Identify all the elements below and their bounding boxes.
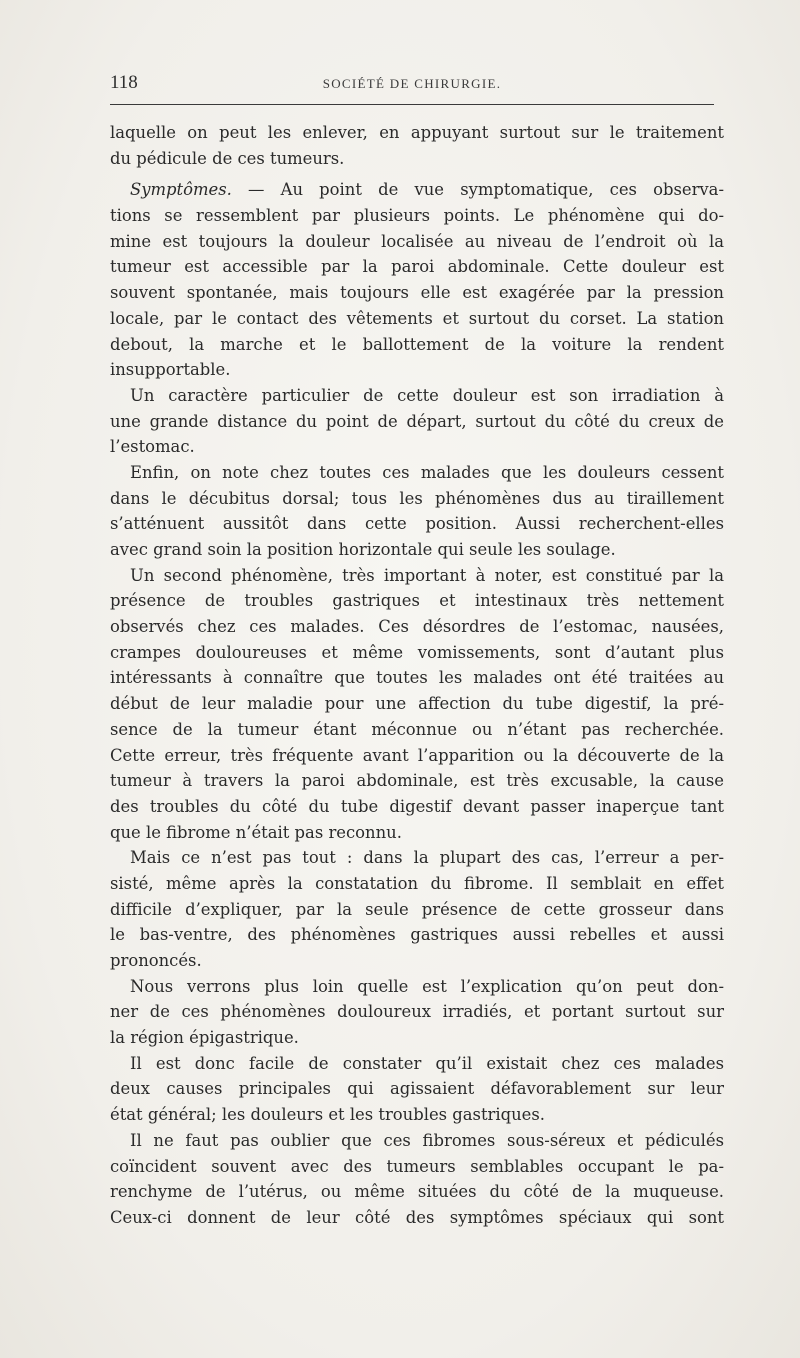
text-line: tumeur est accessible par la paroi abdominale. Cette douleur est — [110, 257, 724, 277]
body-text — [110, 120, 724, 1231]
text-line: s’atténuent aussitôt dans cette position. Aussi recherchent-elles — [110, 514, 724, 534]
text-line: du pédicule de ces tumeurs. — [110, 148, 345, 168]
section-heading-symptomes: Symptômes. — [130, 180, 232, 200]
text-line: Ceux-ci donnent de leur côté des symptômes spéciaux qui sont — [110, 1207, 724, 1227]
text-line: difficile d’expliquer, par la seule présence de cette grosseur dans — [110, 899, 724, 919]
text-line: avec grand soin la position horizontale qui seule les soulage. — [110, 540, 616, 559]
page-number: 118 — [110, 72, 138, 93]
text-line: état général; les douleurs et les troubles gastriques. — [110, 1105, 545, 1125]
text-line: Cette erreur, très fréquente avant l’apparition ou la découverte de la — [110, 745, 724, 765]
text-line: sisté, même après la constatation du fibrome. Il semblait en effet — [110, 873, 724, 893]
text-line: que le fibrome n’était pas reconnu. — [110, 822, 402, 842]
text-line: le bas-ventre, des phénomènes gastriques aussi rebelles et aussi — [110, 925, 724, 945]
text-line: renchyme de l’utérus, ou même situées du côté de la muqueuse. — [110, 1182, 724, 1202]
text-line: l’estomac. — [110, 437, 195, 457]
text-line-rest: — Au point de vue symptomatique, ces observa- — [231, 180, 724, 200]
text-line: la région épigastrique. — [110, 1028, 299, 1048]
text-line: Enfin, on note chez toutes ces malades que les douleurs cessent — [130, 462, 724, 482]
text-line: Il ne faut pas oublier que ces fibromes sous-séreux et pédiculés — [130, 1130, 724, 1150]
text-line: tumeur à travers la paroi abdominale, est très excusable, la cause — [110, 771, 724, 791]
text-line: Un second phénomène, très important à noter, est constitué par la — [130, 565, 724, 585]
text-line: intéressants à connaître que toutes les malades ont été traitées au — [110, 668, 724, 688]
text-line: coïncident souvent avec des tumeurs semblables occupant le pa- — [110, 1156, 724, 1176]
text-line: une grande distance du point de départ, surtout du côté du creux de — [110, 411, 724, 431]
text-line: dans le décubitus dorsal; tous les phénomènes dus au tiraillement — [110, 488, 724, 508]
text-line: des troubles du côté du tube digestif devant passer inaperçue tant — [110, 796, 724, 816]
text-line: Il est donc facile de constater qu’il existait chez ces malades — [130, 1053, 724, 1073]
running-title: SOCIÉTÉ DE CHIRURGIE. — [322, 76, 502, 91]
header-rule — [110, 104, 714, 105]
running-head — [110, 72, 714, 94]
text-line: début de leur maladie pour une affection du tube digestif, la pré- — [110, 694, 724, 714]
text-line: debout, la marche et le ballottement de la voiture la rendent — [110, 334, 724, 354]
text-line: ner de ces phénomènes douloureux irradiés, et portant surtout sur — [110, 1002, 724, 1022]
text-line: locale, par le contact des vêtements et surtout du corset. La station — [110, 308, 724, 328]
text-line: mine est toujours la douleur localisée au niveau de l’endroit où la — [110, 231, 724, 251]
text-line: observés chez ces malades. Ces désordres de l’estomac, nausées, — [110, 617, 724, 637]
text-line: prononcés. — [110, 951, 202, 970]
text-line: laquelle on peut les enlever, en appuyant surtout sur le traitement — [110, 123, 724, 142]
text-line: tions se ressemblent par plusieurs points. Le phénomène qui do- — [110, 206, 724, 226]
text-line: Nous verrons plus loin quelle est l’explication qu’on peut don- — [130, 976, 724, 996]
text-line: sence de la tumeur étant méconnue ou n’étant pas recherchée. — [110, 719, 724, 739]
text-line-symptomes — [110, 177, 724, 203]
text-line: présence de troubles gastriques et intestinaux très nettement — [110, 591, 724, 611]
text-line: crampes douloureuses et même vomissements, sont d’autant plus — [110, 642, 724, 662]
text-line: insupportable. — [110, 360, 231, 380]
text-line: Mais ce n’est pas tout : dans la plupart des cas, l’erreur a per- — [130, 848, 724, 868]
text-line: souvent spontanée, mais toujours elle est exagérée par la pression — [110, 283, 724, 303]
text-line: Un caractère particulier de cette douleur est son irradiation à — [130, 385, 724, 405]
text-line: deux causes principales qui agissaient défavorablement sur leur — [110, 1079, 724, 1099]
